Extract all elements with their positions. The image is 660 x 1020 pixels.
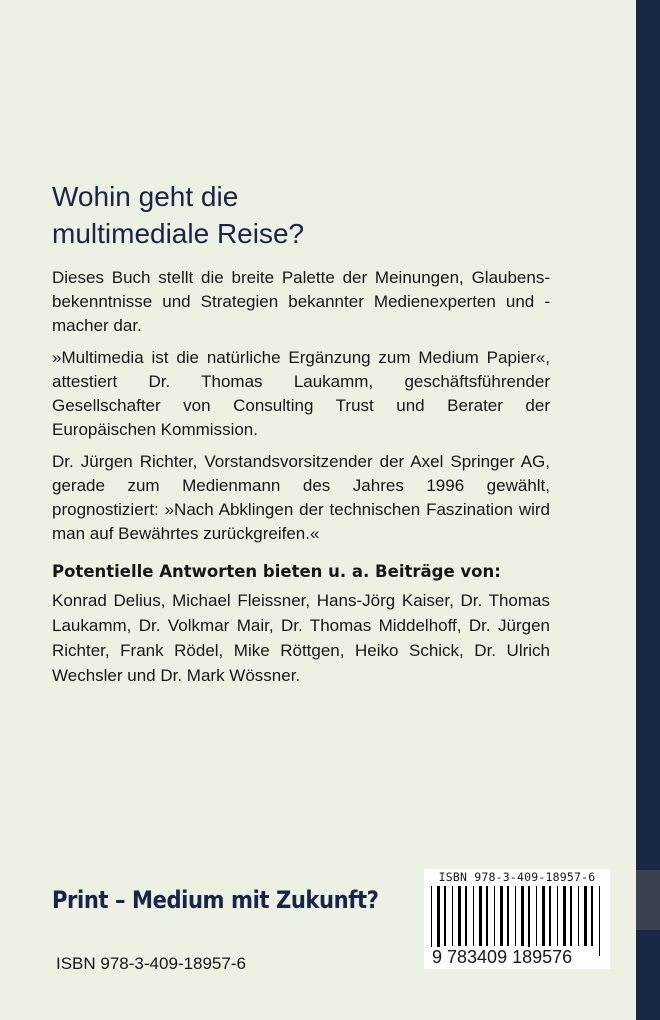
paragraph-richter-quote: Dr. Jürgen Richter, Vorstandsvorsitzender der Axel Springer AG, gerade zum Medienmann des Jahres 1996 gewählt, prognostiziert: »Nach Abklingen der technischen Faszination wird man auf Bewährtes zurückgreifen.« [52,452,550,543]
book-title: Print – Medium mit Zukunft? [52,886,379,914]
headline-line-2: multimediale Reise? [52,218,305,249]
barcode-bar [465,886,467,946]
paragraph-intro: Dieses Buch stellt die breite Palette der Meinungen, Glaubens-bekenntnisse und Strategien bekannter Medienexperten und -macher dar. [52,268,550,335]
barcode-bar [473,886,474,946]
barcode-bar [599,886,600,956]
barcode-bar [521,886,524,946]
barcode-bar [515,886,516,946]
barcode-bar [437,886,440,956]
barcode-bar [542,886,545,946]
barcode-bar [494,886,495,946]
spine-accent [636,870,660,930]
isbn-number: ISBN 978-3-409-18957-6 [56,954,246,973]
barcode-bar [507,886,509,946]
paragraph-laukamm-quote: »Multimedia ist die natürliche Ergänzung zum Medium Papier«, attestiert Dr. Thomas Laukamm, geschäftsführender Gesellschafter von Consulting Trust und Berater der Europäischen Kommission. [52,348,550,439]
barcode-bar [584,886,587,946]
barcode-bar [570,886,572,946]
barcode-bar [563,886,566,946]
barcode-bar [500,886,503,946]
book-spine [636,0,660,1020]
contributors-heading: Potentielle Antworten bieten u. a. Beiträge von: [52,562,501,581]
barcode-digits: 9 783409 189576 [432,947,573,967]
barcode-isbn-label: ISBN 978-3-409-18957-6 [438,870,596,884]
headline-line-1: Wohin geht die [52,181,239,212]
barcode-bar [528,886,530,956]
barcode-bar [591,886,593,946]
headline [52,178,550,252]
barcode-bar [549,886,551,946]
barcode-bar [557,886,558,946]
barcode-bar [536,886,537,946]
contributors-list: Konrad Delius, Michael Fleissner, Hans-Jörg Kaiser, Dr. Thomas Laukamm, Dr. Volkmar Mair, Dr. Thomas Middelhoff, Dr. Jürgen Richter, Frank Rödel, Mike Röttgen, Heiko Schick, Dr. Ulrich Wechsler und Dr. Mark Wössner. [52,591,550,685]
barcode-bar [479,886,482,946]
barcode-bar [486,886,488,946]
barcode-bars [427,886,607,956]
barcode-bar [458,886,461,946]
barcode [424,869,610,969]
back-cover-text [52,178,550,688]
barcode-bar [444,886,446,946]
barcode-bar [431,886,432,956]
barcode-bar [578,886,579,946]
barcode-bar [452,886,453,946]
